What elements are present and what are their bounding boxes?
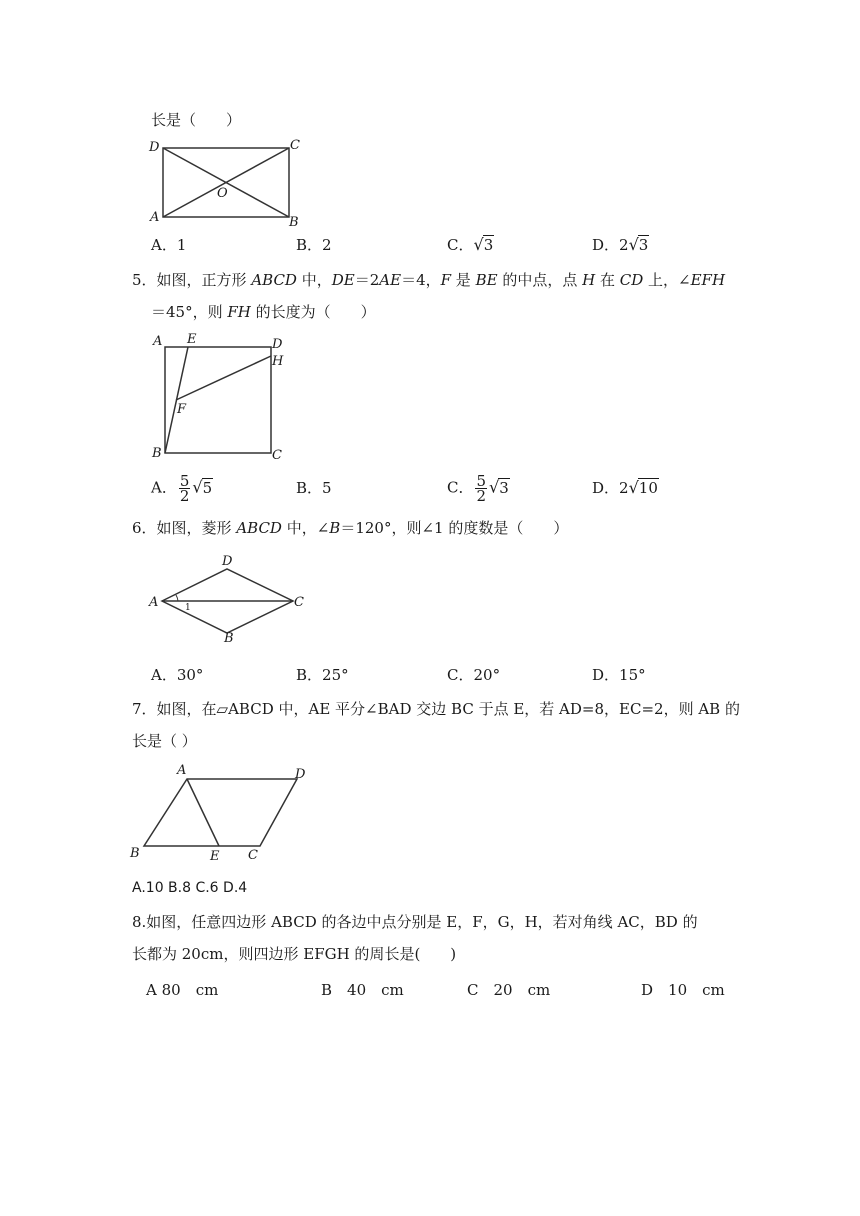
q7-label-d: D	[295, 767, 306, 782]
q5-label-d: D	[272, 337, 283, 352]
q6-label-d: D	[222, 554, 233, 569]
q4-option-a: A．1	[151, 236, 187, 254]
q5-label-f: F	[177, 402, 187, 417]
q4-label-a: A	[150, 210, 160, 225]
q7-stem-line1: 7．如图，在▱ABCD 中，AE 平分∠BAD 交边 BC 于点 E，若 AD=8，EC=2，则 AB 的	[132, 700, 740, 718]
q7-options: A.10 B.8 C.6 D.4	[132, 880, 248, 896]
q7-stem-line2: 长是（ ）	[132, 732, 197, 750]
q7-label-c: C	[248, 848, 258, 863]
q4-option-d: D．2√3	[592, 235, 649, 254]
q7-label-a: A	[177, 763, 187, 778]
q5-stem-line2: ＝45°，则 FH 的长度为（ ）	[151, 303, 376, 321]
q5-label-b: B	[152, 446, 162, 461]
q4-continuation: 长是（ ）	[151, 111, 242, 129]
q4-label-c: C	[290, 138, 300, 153]
q6-option-b: B．25°	[296, 666, 349, 684]
q4-label-d: D	[149, 140, 160, 155]
q7-label-e: E	[210, 849, 220, 864]
q4-rectangle-figure	[140, 135, 320, 235]
q7-parallelogram-figure	[125, 762, 325, 867]
q6-label-a: A	[149, 595, 159, 610]
q5-option-c: C． $\frac{5}{2}$ √3	[447, 472, 509, 505]
q5-option-d: D．2√10	[592, 478, 658, 497]
q6-stem: 6．如图，菱形 ABCD 中，∠B＝120°，则∠1 的度数是（ ）	[132, 519, 569, 537]
q7-label-b: B	[130, 846, 140, 861]
q6-option-c: C．20°	[447, 666, 501, 684]
q5-label-a: A	[153, 334, 163, 349]
q5-label-e: E	[187, 332, 197, 347]
q6-option-a: A．30°	[151, 666, 204, 684]
q6-label-b: B	[224, 631, 234, 646]
q8-option-c: C 20 cm	[467, 981, 551, 999]
q5-stem-line1: 5．如图，正方形 ABCD 中，DE＝2AE＝4，F 是 BE 的中点，点 H 在 CD 上，∠EFH	[132, 271, 726, 289]
q5-label-c: C	[272, 448, 282, 463]
q8-option-d: D 10 cm	[641, 981, 725, 999]
q6-label-c: C	[294, 595, 304, 610]
q5-option-b: B．5	[296, 479, 332, 497]
q4-label-o: O	[217, 186, 228, 201]
q6-label-angle1: 1	[185, 603, 191, 613]
q6-option-d: D．15°	[592, 666, 646, 684]
q8-stem-line1: 8.如图，任意四边形 ABCD 的各边中点分别是 E，F，G，H，若对角线 AC，BD 的	[132, 913, 698, 931]
q8-option-b: B 40 cm	[321, 981, 404, 999]
q5-square-figure	[140, 330, 300, 465]
q4-option-b: B．2	[296, 236, 332, 254]
q6-rhombus-figure	[140, 548, 320, 648]
q5-label-h: H	[272, 354, 284, 369]
q4-label-b: B	[289, 215, 299, 230]
q4-option-c: C．√3	[447, 235, 494, 254]
q8-option-a: A 80 cm	[146, 981, 219, 999]
q5-option-a: A． $\frac{5}{2}$ √5	[151, 472, 213, 505]
q8-stem-line2: 长都为 20cm，则四边形 EFGH 的周长是( )	[132, 945, 457, 963]
